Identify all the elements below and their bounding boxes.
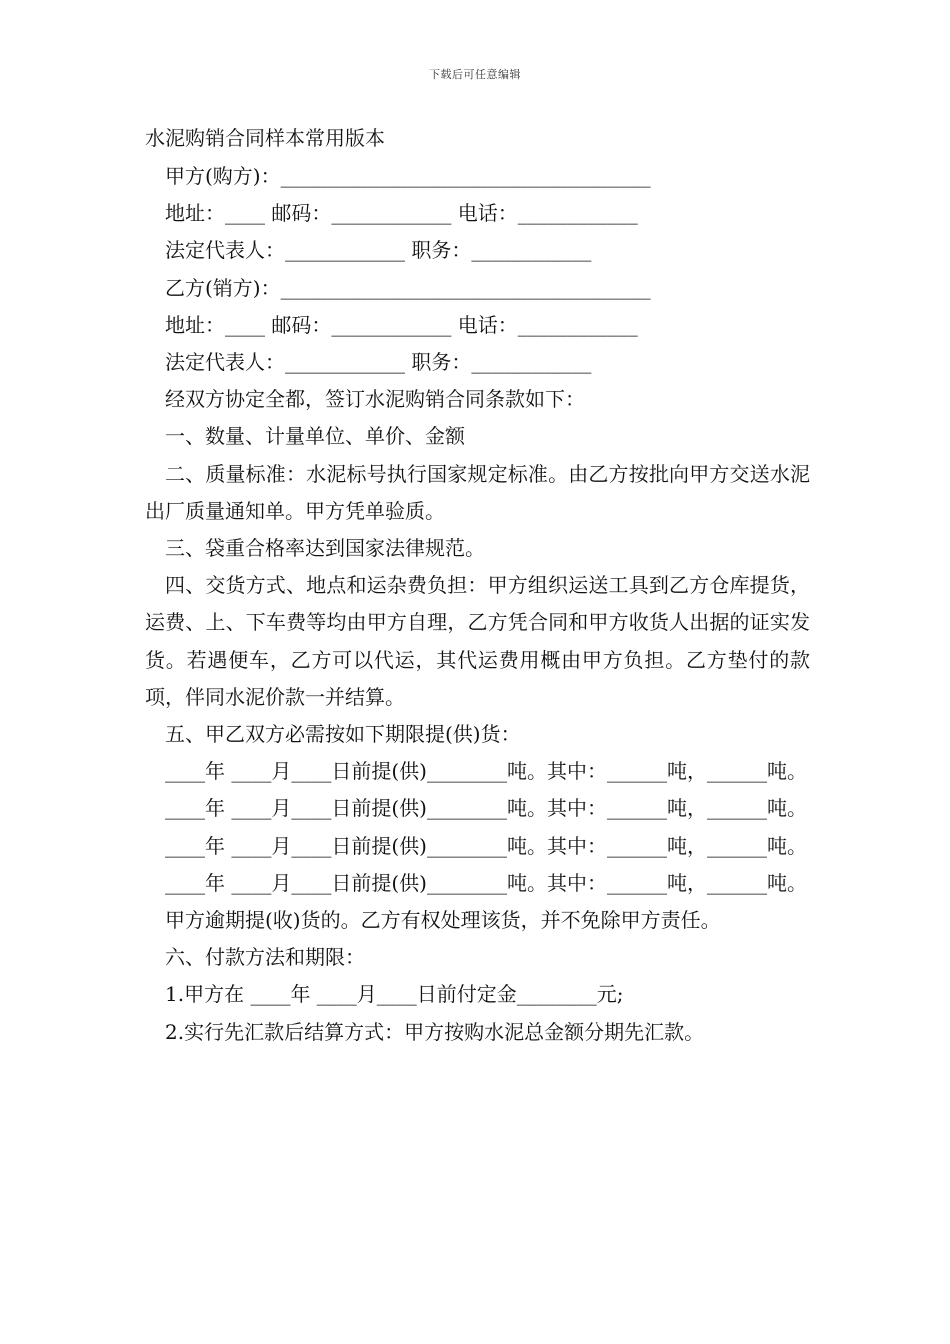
document-title: 水泥购销合同样本常用版本	[145, 126, 385, 150]
clause-5: 五、甲乙双方必需按如下期限提(供)货：	[165, 722, 521, 747]
payment-item: 2.实行先汇款后结算方式：甲方按购水泥总金额分期先汇款。	[165, 1019, 705, 1044]
schedule-row: ____年 ____月____日前提(供)________吨。其中：______吨，______吨。	[165, 833, 807, 858]
clause-3: 三、袋重合格率达到国家法律规范。	[165, 536, 485, 561]
party-a-address-line: 地址：____ 邮码：____________ 电话：____________	[165, 201, 638, 226]
party-a-rep-line: 法定代表人：____________ 职务：____________	[165, 238, 592, 263]
clause-4: 四、交货方式、地点和运杂费负担：甲方组织运送工具到乙方仓库提货，运费、上、下车费等均由甲方自理，乙方凭合同和甲方收货人出据的证实发货。若遇便车，乙方可以代运，其代运费用概由甲方负担。乙方垫付的款项，伴同水泥价款一并结算。	[145, 573, 810, 709]
party-b-rep-line: 法定代表人：____________ 职务：____________	[165, 350, 592, 375]
schedule-row: ____年 ____月____日前提(供)________吨。其中：______吨，______吨。	[165, 759, 807, 784]
clause-6: 六、付款方法和期限：	[165, 945, 365, 970]
party-b-address-line: 地址：____ 邮码：____________ 电话：____________	[165, 312, 638, 337]
clause-2: 二、质量标准：水泥标号执行国家规定标准。由乙方按批向甲方交送水泥出厂质量通知单。甲方凭单验质。	[145, 461, 810, 523]
party-b-name-line: 乙方(销方)：_____________________________________	[165, 275, 651, 300]
overdue-clause: 甲方逾期提(收)货的。乙方有权处理该货，并不免除甲方责任。	[165, 908, 721, 933]
schedule-row: ____年 ____月____日前提(供)________吨。其中：______吨，______吨。	[165, 796, 807, 821]
schedule-row: ____年 ____月____日前提(供)________吨。其中：______吨，______吨。	[165, 870, 807, 895]
clause-1: 一、数量、计量单位、单价、金额	[165, 424, 465, 449]
payment-item: 1.甲方在 ____年 ____月____日前付定金________元;	[165, 982, 624, 1007]
intro-line: 经双方协定全都，签订水泥购销合同条款如下：	[165, 387, 585, 412]
party-a-name-line: 甲方(购方)：_____________________________________	[165, 164, 651, 188]
header-note: 下载后可任意编辑	[429, 68, 521, 81]
contract-document	[145, 122, 810, 1051]
